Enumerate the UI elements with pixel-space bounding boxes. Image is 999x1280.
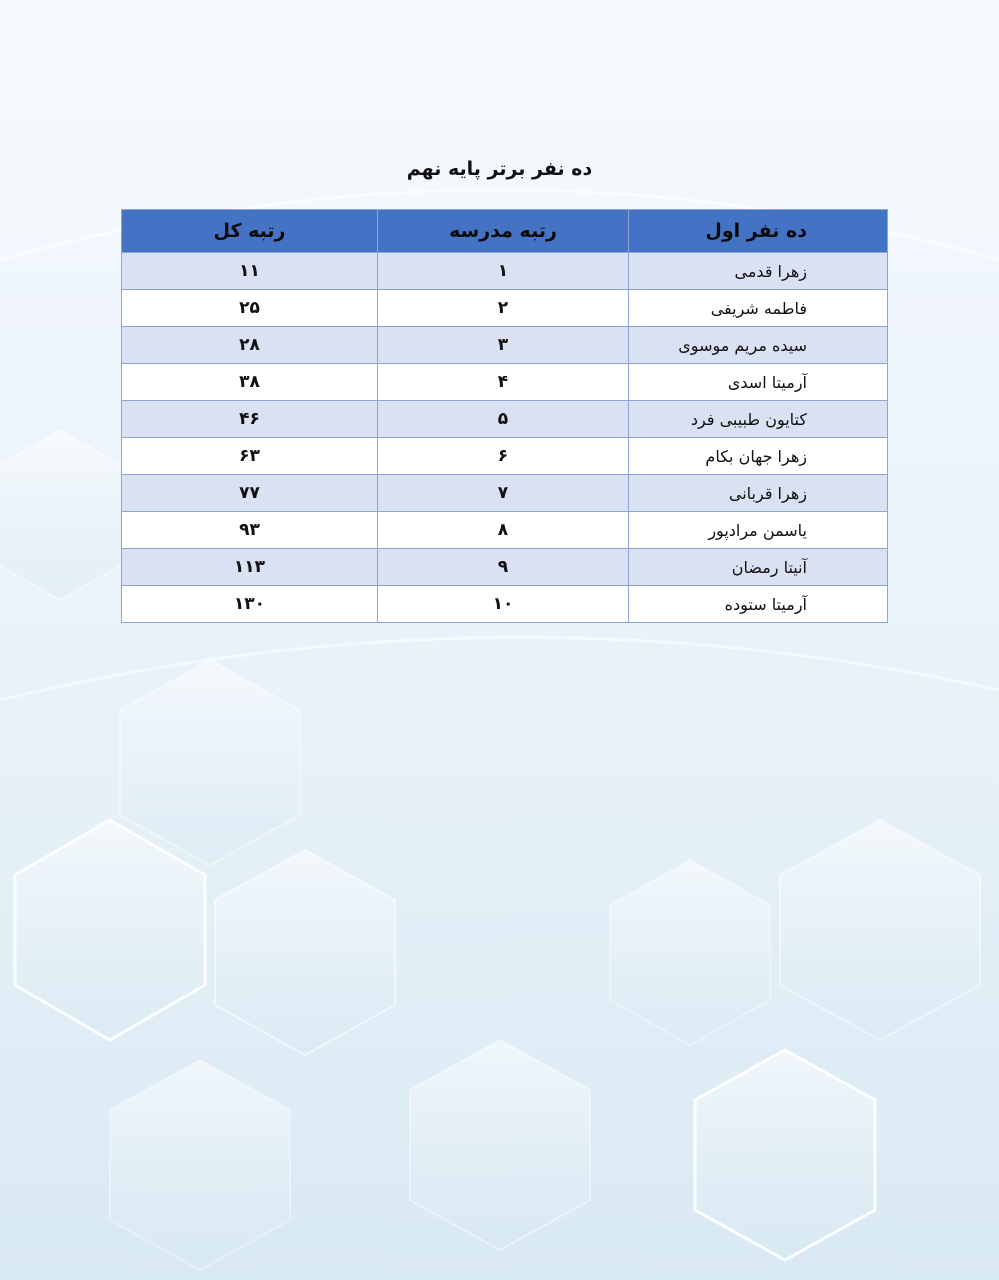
overall-rank: ۶۳ (122, 438, 378, 475)
student-name: آرمیتا ستوده (629, 586, 888, 623)
student-name: فاطمه شریفی (629, 290, 888, 327)
hexagon-shape (15, 820, 205, 1040)
school-rank: ۸ (378, 512, 629, 549)
table-row (122, 290, 888, 327)
hexagon-shape (780, 820, 980, 1040)
table-row (122, 253, 888, 290)
hexagon-shape (215, 850, 395, 1055)
table-row (122, 364, 888, 401)
overall-rank: ۲۸ (122, 327, 378, 364)
school-rank: ۹ (378, 549, 629, 586)
school-rank: ۷ (378, 475, 629, 512)
school-rank: ۴ (378, 364, 629, 401)
hexagon-shape (110, 1060, 290, 1270)
table-row (122, 549, 888, 586)
table-row (122, 586, 888, 623)
table-row (122, 327, 888, 364)
table-row (122, 438, 888, 475)
overall-rank: ۴۶ (122, 401, 378, 438)
school-rank: ۳ (378, 327, 629, 364)
student-name: زهرا جهان بکام (629, 438, 888, 475)
page-title: ده نفر برتر پایه نهم (406, 158, 593, 180)
table-header-row (122, 210, 888, 253)
header-overall-rank: رتبه کل (122, 210, 378, 253)
table-row (122, 475, 888, 512)
hexagon-shape (120, 660, 300, 865)
hexagon-shape (0, 430, 130, 600)
student-name: زهرا قدمی (629, 253, 888, 290)
table-row (122, 401, 888, 438)
header-name: ده نفر اول (629, 210, 888, 253)
overall-rank: ۱۳۰ (122, 586, 378, 623)
overall-rank: ۳۸ (122, 364, 378, 401)
overall-rank: ۹۳ (122, 512, 378, 549)
school-rank: ۱۰ (378, 586, 629, 623)
student-name: زهرا قربانی (629, 475, 888, 512)
school-rank: ۲ (378, 290, 629, 327)
hexagon-shape (410, 1040, 590, 1250)
school-rank: ۶ (378, 438, 629, 475)
student-name: آنیتا رمضان (629, 549, 888, 586)
student-name: سیده مریم موسوی (629, 327, 888, 364)
school-rank: ۵ (378, 401, 629, 438)
school-rank: ۱ (378, 253, 629, 290)
ranking-table (121, 209, 888, 623)
overall-rank: ۱۱۳ (122, 549, 378, 586)
overall-rank: ۱۱ (122, 253, 378, 290)
student-name: یاسمن مرادپور (629, 512, 888, 549)
overall-rank: ۲۵ (122, 290, 378, 327)
table-row (122, 512, 888, 549)
header-school-rank: رتبه مدرسه (378, 210, 629, 253)
student-name: کتایون طبیبی فرد (629, 401, 888, 438)
hexagon-shape (695, 1050, 875, 1260)
hexagon-shape (610, 860, 770, 1045)
overall-rank: ۷۷ (122, 475, 378, 512)
student-name: آرمیتا اسدی (629, 364, 888, 401)
